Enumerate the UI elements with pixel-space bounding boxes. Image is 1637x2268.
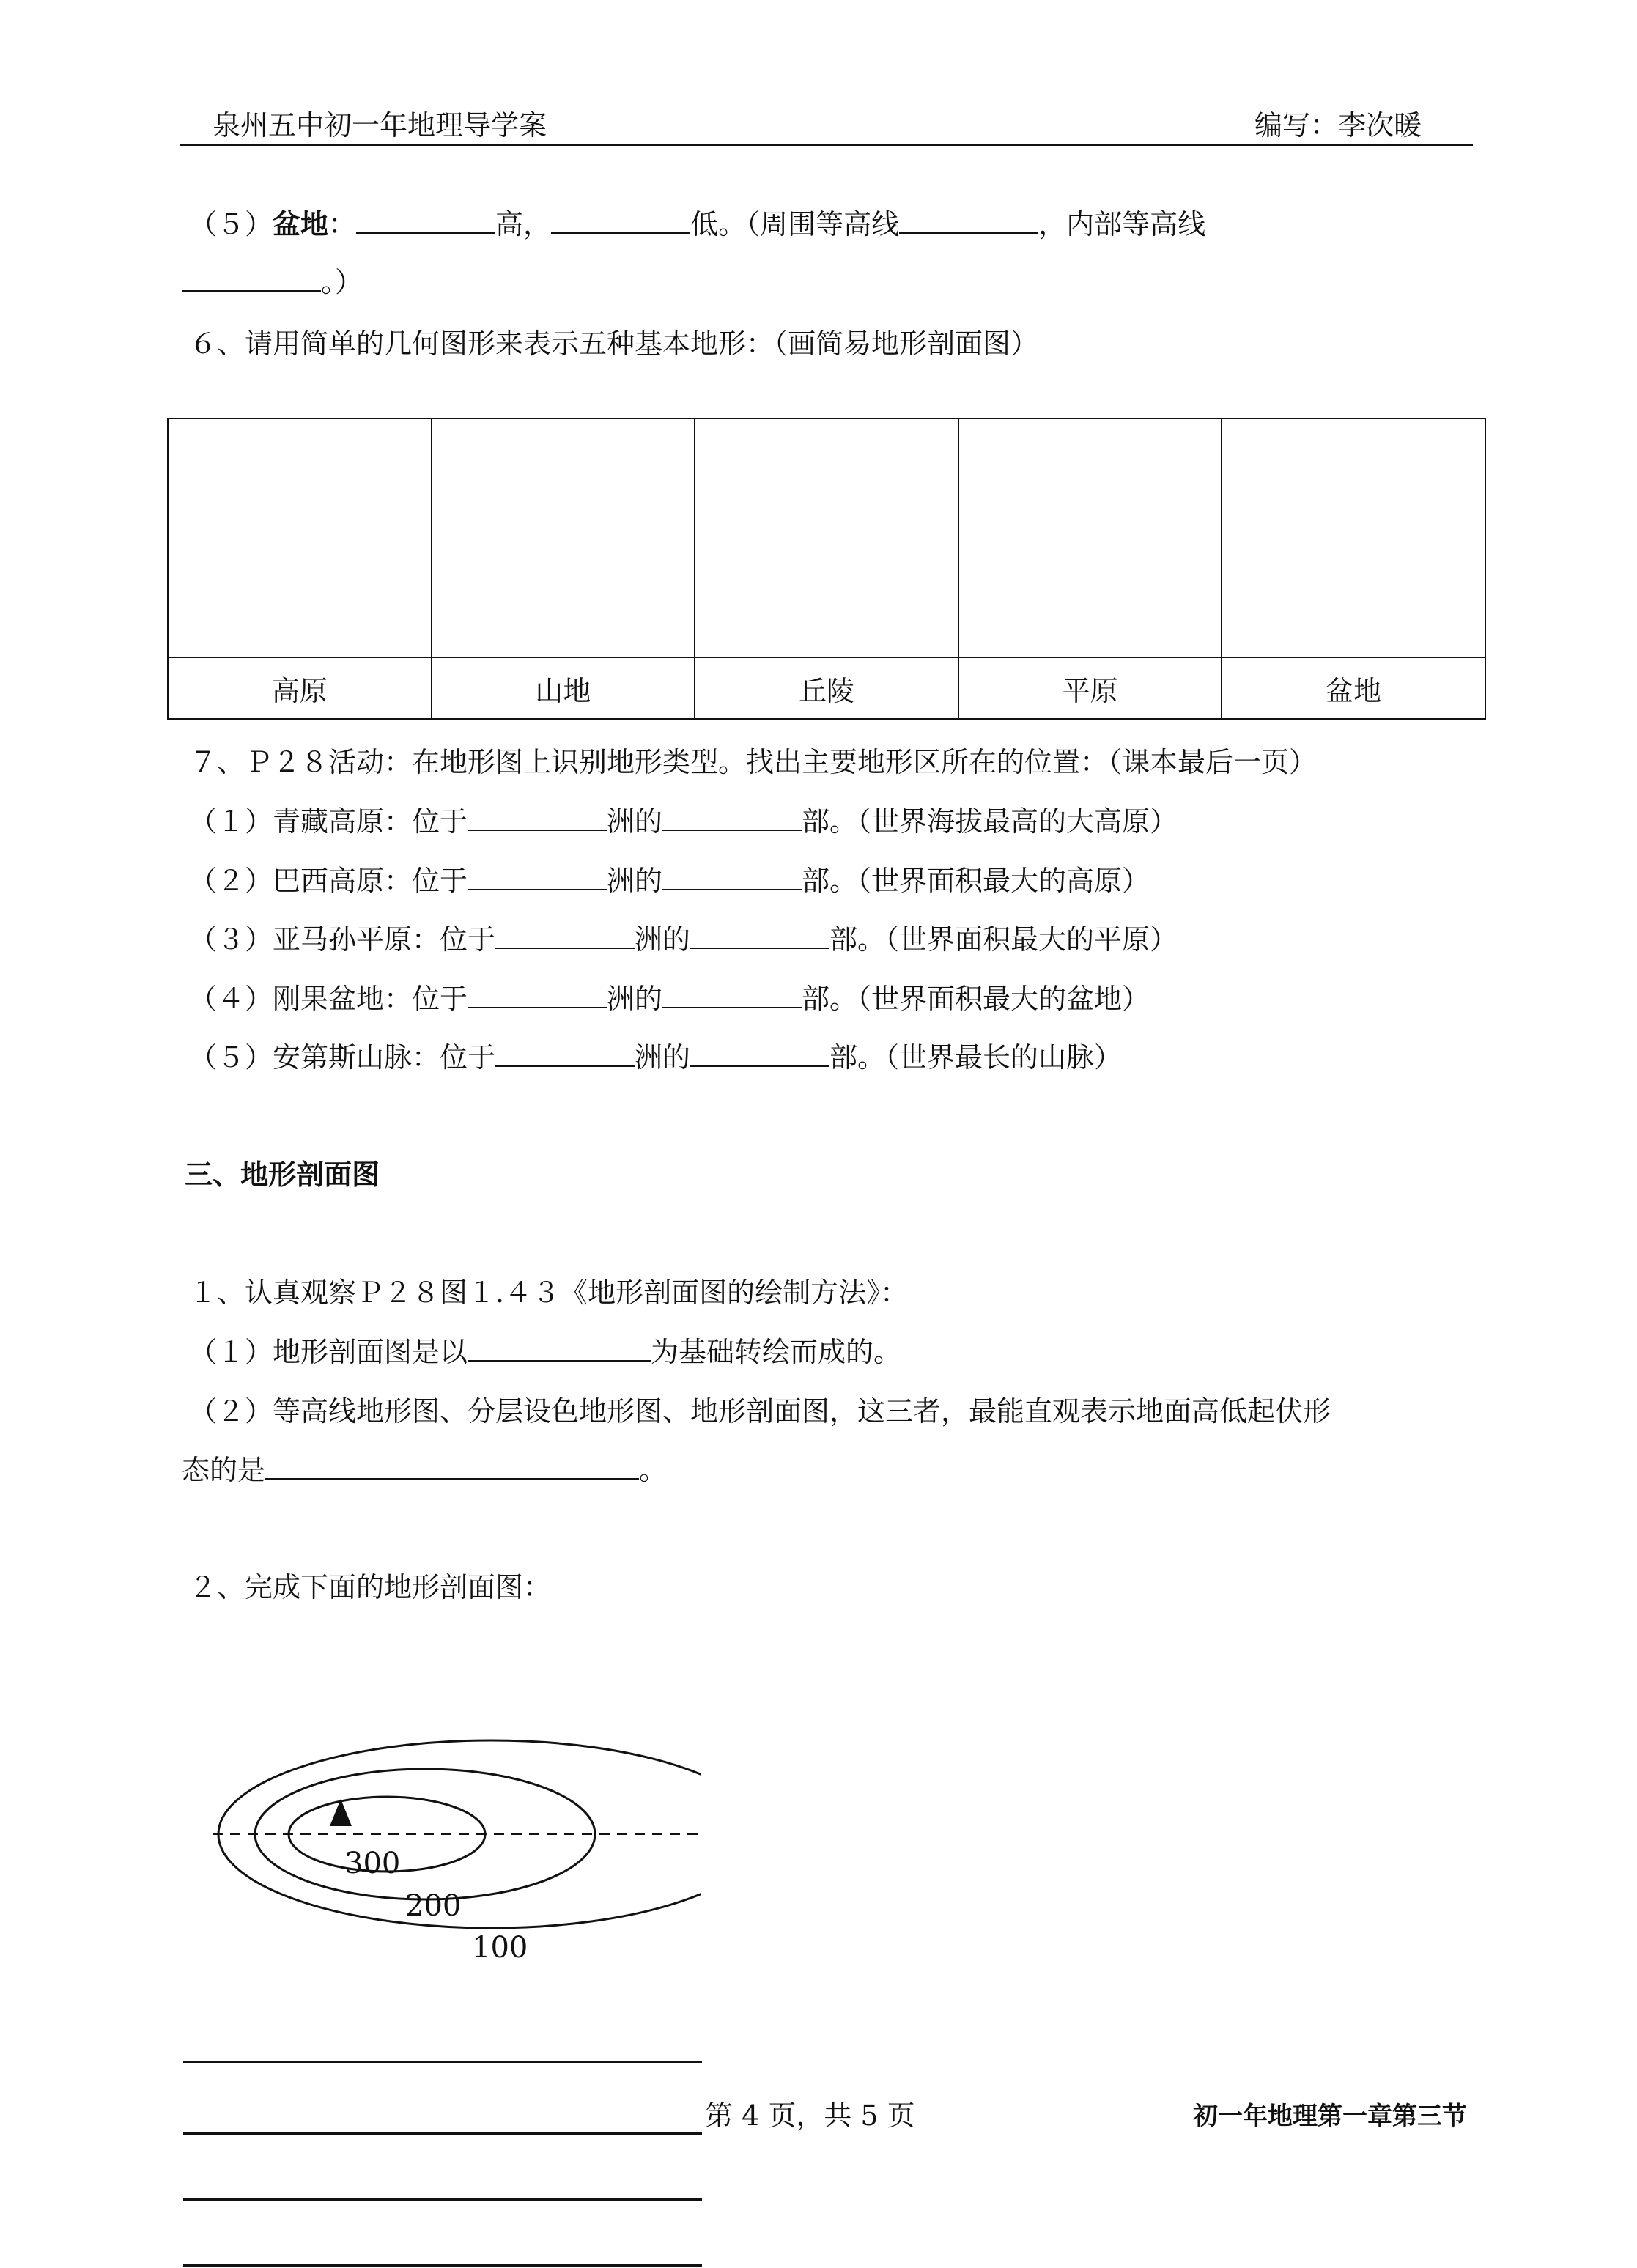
q7-item: （５）安第斯山脉：位于 洲的 部。（世界最长的山脉）: [189, 1041, 1123, 1074]
blank-most-intuitive[interactable]: [265, 1453, 639, 1480]
landform-label: 盆地: [1222, 657, 1485, 719]
q7-item: （１）青藏高原：位于 洲的 部。（世界海拔最高的大高原）: [189, 805, 1178, 838]
draw-cell-hills[interactable]: [695, 418, 958, 657]
landform-label: 高原: [168, 657, 432, 719]
q7-item: （３）亚马孙平原：位于 洲的 部。（世界面积最大的平原）: [189, 923, 1178, 956]
blank-direction[interactable]: [690, 1041, 829, 1067]
contour-map: [213, 1737, 711, 1964]
answer-line[interactable]: [183, 2264, 702, 2267]
draw-cell-plateau[interactable]: [168, 418, 432, 657]
basin-line-1: （５）盆地： 高， 低。（周围等高线 ，内部等高线: [189, 207, 1206, 240]
answer-line[interactable]: [183, 2198, 702, 2201]
blank-continent[interactable]: [468, 982, 607, 1008]
blank-direction[interactable]: [662, 805, 802, 831]
blank-continent[interactable]: [495, 1041, 635, 1067]
s3-q1-2-cont: 态的是 。: [182, 1454, 668, 1486]
basin-line-2: 。）: [182, 265, 363, 299]
footer-right: 初一年地理第一章第三节: [1193, 2102, 1467, 2131]
landform-label: 山地: [432, 657, 695, 719]
q6-text: ６、请用简单的几何图形来表示五种基本地形：（画简易地形剖面图）: [189, 328, 1039, 360]
landform-drawing-table: [167, 418, 1486, 720]
q7-item: （４）刚果盆地：位于 洲的 部。（世界面积最大的盆地）: [189, 983, 1150, 1015]
contour-label: 300: [344, 1847, 401, 1880]
section-3-heading: 三、地形剖面图: [185, 1158, 380, 1191]
header-rule: [180, 144, 1473, 146]
s3-q1-1: （１）地形剖面图是以 为基础转绘而成的。: [189, 1336, 902, 1368]
landform-label: 丘陵: [695, 657, 958, 719]
blank-basin-inner-contour[interactable]: [182, 265, 321, 292]
draw-cell-mountain[interactable]: [432, 418, 695, 657]
footer-page: 第 4 页，共 5 页: [705, 2099, 915, 2132]
blank-basin-high[interactable]: [356, 207, 495, 234]
header-right: 编写：李次暖: [1254, 109, 1422, 141]
contour-label: 100: [472, 1931, 528, 1965]
blank-direction[interactable]: [662, 982, 802, 1008]
answer-line[interactable]: [183, 2132, 702, 2135]
basin-term: 盆地: [273, 207, 329, 240]
contour-label: 200: [405, 1889, 462, 1923]
blank-direction[interactable]: [662, 864, 802, 890]
blank-basin-outer-contour[interactable]: [899, 207, 1038, 234]
landform-label: 平原: [958, 657, 1222, 719]
blank-direction[interactable]: [690, 923, 829, 949]
q7-intro: ７、Ｐ２８活动：在地形图上识别地形类型。找出主要地形区所在的位置：（课本最后一页）: [189, 746, 1318, 778]
s3-q1: １、认真观察Ｐ２８图１.４３《地形剖面图的绘制方法》：: [189, 1277, 909, 1309]
answer-line[interactable]: [183, 2061, 702, 2063]
draw-cell-plain[interactable]: [958, 418, 1222, 657]
blank-continent[interactable]: [468, 864, 607, 890]
blank-continent[interactable]: [495, 923, 635, 949]
blank-basin-low[interactable]: [551, 207, 690, 234]
blank-base-map[interactable]: [468, 1335, 651, 1362]
blank-continent[interactable]: [468, 805, 607, 831]
header-left: 泉州五中初一年地理导学案: [213, 109, 547, 141]
q7-item: （２）巴西高原：位于 洲的 部。（世界面积最大的高原）: [189, 865, 1150, 897]
s3-q2: ２、完成下面的地形剖面图：: [189, 1571, 552, 1603]
draw-cell-basin[interactable]: [1222, 418, 1485, 657]
s3-q1-2: （２）等高线地形图、分层设色地形图、地形剖面图，这三者，最能直观表示地面高低起伏形: [189, 1395, 1331, 1427]
